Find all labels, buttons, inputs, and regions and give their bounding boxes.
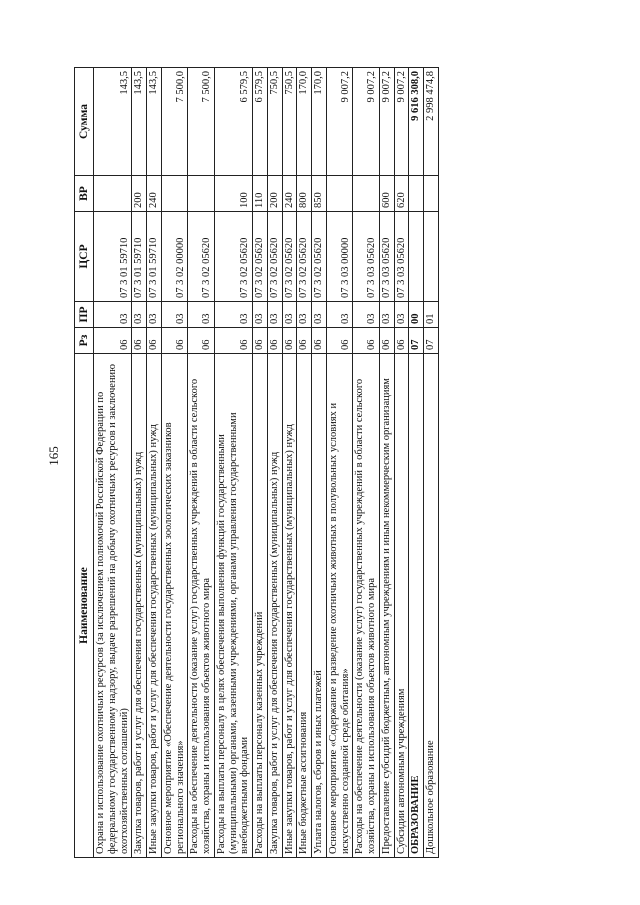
- cell-name: Расходы на обеспечение деятельности (оказание услуг) государственных учреждений в области сельского хозяйства, охраны и использования объектов животного мира: [188, 354, 215, 858]
- cell-vr: 620: [394, 176, 409, 212]
- cell-vr: [188, 176, 215, 212]
- cell-name: Закупка товаров, работ и услуг для обеспечения государственных (муниципальных) нужд: [132, 354, 147, 858]
- cell-pr: 03: [312, 302, 327, 328]
- cell-csr: 07 3 02 05620: [267, 212, 282, 302]
- table-row: [326, 68, 353, 858]
- header-sum: Сумма: [75, 68, 94, 176]
- cell-pr: 03: [394, 302, 409, 328]
- cell-pr: 03: [132, 302, 147, 328]
- cell-rz: 06: [379, 328, 394, 354]
- cell-name: Охрана и использование охотничьих ресурсов (за исключением полномочий Российской Федерации по федеральному государственному надзору, выдаче разрешений на добычу охотничьих ресурсов и заключению охотхозяйственных соглашений): [94, 354, 132, 858]
- cell-vr: 100: [214, 176, 252, 212]
- cell-csr: 07 3 01 59710: [94, 212, 132, 302]
- cell-name: Предоставление субсидий бюджетным, автономным учреждениям и иным некоммерческим организациям: [379, 354, 394, 858]
- cell-name: ОБРАЗОВАНИЕ: [409, 354, 424, 858]
- cell-rz: 06: [353, 328, 380, 354]
- cell-vr: 800: [297, 176, 312, 212]
- cell-rz: 06: [94, 328, 132, 354]
- cell-pr: 00: [409, 302, 424, 328]
- cell-rz: 06: [267, 328, 282, 354]
- cell-pr: 03: [253, 302, 268, 328]
- cell-vr: [161, 176, 188, 212]
- cell-sum: 9 007,2: [379, 68, 394, 176]
- cell-csr: [409, 212, 424, 302]
- cell-name: Основное мероприятие «Содержание и разведение охотничьих животных в полувольных условиях и искусственно созданной среде обитания»: [326, 354, 353, 858]
- table-row: [253, 68, 268, 858]
- cell-csr: 07 3 02 00000: [161, 212, 188, 302]
- cell-csr: 07 3 03 05620: [353, 212, 380, 302]
- cell-pr: 03: [379, 302, 394, 328]
- cell-vr: 200: [132, 176, 147, 212]
- cell-name: Дошкольное образование: [424, 354, 439, 858]
- cell-name: Иные закупки товаров, работ и услуг для обеспечения государственных (муниципальных) нужд: [282, 354, 297, 858]
- cell-csr: 07 3 02 05620: [282, 212, 297, 302]
- cell-sum: 9 007,2: [326, 68, 353, 176]
- cell-sum: 9 007,2: [394, 68, 409, 176]
- cell-vr: [353, 176, 380, 212]
- cell-csr: 07 3 02 05620: [214, 212, 252, 302]
- budget-table: [74, 67, 439, 858]
- header-vr: ВР: [75, 176, 94, 212]
- cell-csr: 07 3 03 05620: [379, 212, 394, 302]
- rotated-page-content: [74, 68, 574, 858]
- cell-vr: 240: [147, 176, 162, 212]
- cell-sum: 9 007,2: [353, 68, 380, 176]
- cell-rz: 06: [253, 328, 268, 354]
- cell-csr: 07 3 02 05620: [297, 212, 312, 302]
- cell-pr: 03: [353, 302, 380, 328]
- cell-sum: 2 998 474,8: [424, 68, 439, 176]
- cell-csr: 07 3 01 59710: [132, 212, 147, 302]
- table-row: [424, 68, 439, 858]
- cell-csr: 07 3 02 05620: [312, 212, 327, 302]
- cell-pr: 01: [424, 302, 439, 328]
- table-row: [282, 68, 297, 858]
- cell-sum: 170,0: [297, 68, 312, 176]
- cell-name: Субсидии автономным учреждениям: [394, 354, 409, 858]
- table-header-row: [75, 68, 94, 858]
- cell-pr: 03: [297, 302, 312, 328]
- cell-vr: 200: [267, 176, 282, 212]
- table-row: [394, 68, 409, 858]
- cell-rz: 07: [424, 328, 439, 354]
- cell-pr: 03: [282, 302, 297, 328]
- cell-rz: 06: [394, 328, 409, 354]
- cell-csr: 07 3 01 59710: [147, 212, 162, 302]
- cell-csr: 07 3 03 05620: [394, 212, 409, 302]
- cell-name: Основное мероприятие «Обеспечение деятельности государственных зоологических заказников регионального значения»: [161, 354, 188, 858]
- table-row: [214, 68, 252, 858]
- cell-sum: 143,5: [132, 68, 147, 176]
- cell-rz: 06: [161, 328, 188, 354]
- cell-sum: 9 616 308,0: [409, 68, 424, 176]
- cell-rz: 06: [326, 328, 353, 354]
- cell-vr: [409, 176, 424, 212]
- table-row: [267, 68, 282, 858]
- table-row: [188, 68, 215, 858]
- cell-rz: 06: [147, 328, 162, 354]
- cell-csr: 07 3 03 00000: [326, 212, 353, 302]
- cell-sum: 143,5: [147, 68, 162, 176]
- table-row: [161, 68, 188, 858]
- table-row: [147, 68, 162, 858]
- cell-sum: 750,5: [267, 68, 282, 176]
- cell-csr: 07 3 02 05620: [188, 212, 215, 302]
- header-csr: ЦСР: [75, 212, 94, 302]
- cell-pr: 03: [214, 302, 252, 328]
- table-row: [353, 68, 380, 858]
- cell-sum: 750,5: [282, 68, 297, 176]
- cell-sum: 7 500,0: [188, 68, 215, 176]
- table-row: [409, 68, 424, 858]
- table-row: [94, 68, 132, 858]
- cell-sum: 143,5: [94, 68, 132, 176]
- table-row: [312, 68, 327, 858]
- cell-sum: 170,0: [312, 68, 327, 176]
- cell-name: Уплата налогов, сборов и иных платежей: [312, 354, 327, 858]
- cell-rz: 06: [312, 328, 327, 354]
- cell-rz: 06: [297, 328, 312, 354]
- page-number: 165: [46, 446, 61, 466]
- cell-rz: 06: [188, 328, 215, 354]
- cell-rz: 06: [132, 328, 147, 354]
- cell-pr: 03: [326, 302, 353, 328]
- cell-pr: 03: [94, 302, 132, 328]
- cell-name: Расходы на выплаты персоналу казенных учреждений: [253, 354, 268, 858]
- cell-pr: 03: [161, 302, 188, 328]
- cell-vr: [326, 176, 353, 212]
- cell-name: Иные бюджетные ассигнования: [297, 354, 312, 858]
- table-body: [94, 68, 439, 858]
- cell-name: Расходы на выплаты персоналу в целях обеспечения выполнения функций государственными (муниципальными) органами, казенными учреждениями, органами управления государственными внебюджетными фондами: [214, 354, 252, 858]
- cell-rz: 06: [282, 328, 297, 354]
- cell-vr: 850: [312, 176, 327, 212]
- table-row: [297, 68, 312, 858]
- cell-vr: 240: [282, 176, 297, 212]
- cell-vr: [94, 176, 132, 212]
- cell-vr: 110: [253, 176, 268, 212]
- cell-vr: 600: [379, 176, 394, 212]
- cell-vr: [424, 176, 439, 212]
- cell-name: Иные закупки товаров, работ и услуг для обеспечения государственных (муниципальных) нужд: [147, 354, 162, 858]
- cell-pr: 03: [147, 302, 162, 328]
- cell-csr: 07 3 02 05620: [253, 212, 268, 302]
- cell-csr: [424, 212, 439, 302]
- cell-sum: 6 579,5: [214, 68, 252, 176]
- cell-pr: 03: [188, 302, 215, 328]
- cell-name: Расходы на обеспечение деятельности (оказание услуг) государственных учреждений в области сельского хозяйства, охраны и использования объектов животного мира: [353, 354, 380, 858]
- cell-sum: 6 579,5: [253, 68, 268, 176]
- cell-sum: 7 500,0: [161, 68, 188, 176]
- cell-pr: 03: [267, 302, 282, 328]
- header-rz: Рз: [75, 328, 94, 354]
- header-pr: ПР: [75, 302, 94, 328]
- table-row: [379, 68, 394, 858]
- cell-name: Закупка товаров, работ и услуг для обеспечения государственных (муниципальных) нужд: [267, 354, 282, 858]
- cell-rz: 07: [409, 328, 424, 354]
- cell-rz: 06: [214, 328, 252, 354]
- header-name: Наименование: [75, 354, 94, 858]
- table-row: [132, 68, 147, 858]
